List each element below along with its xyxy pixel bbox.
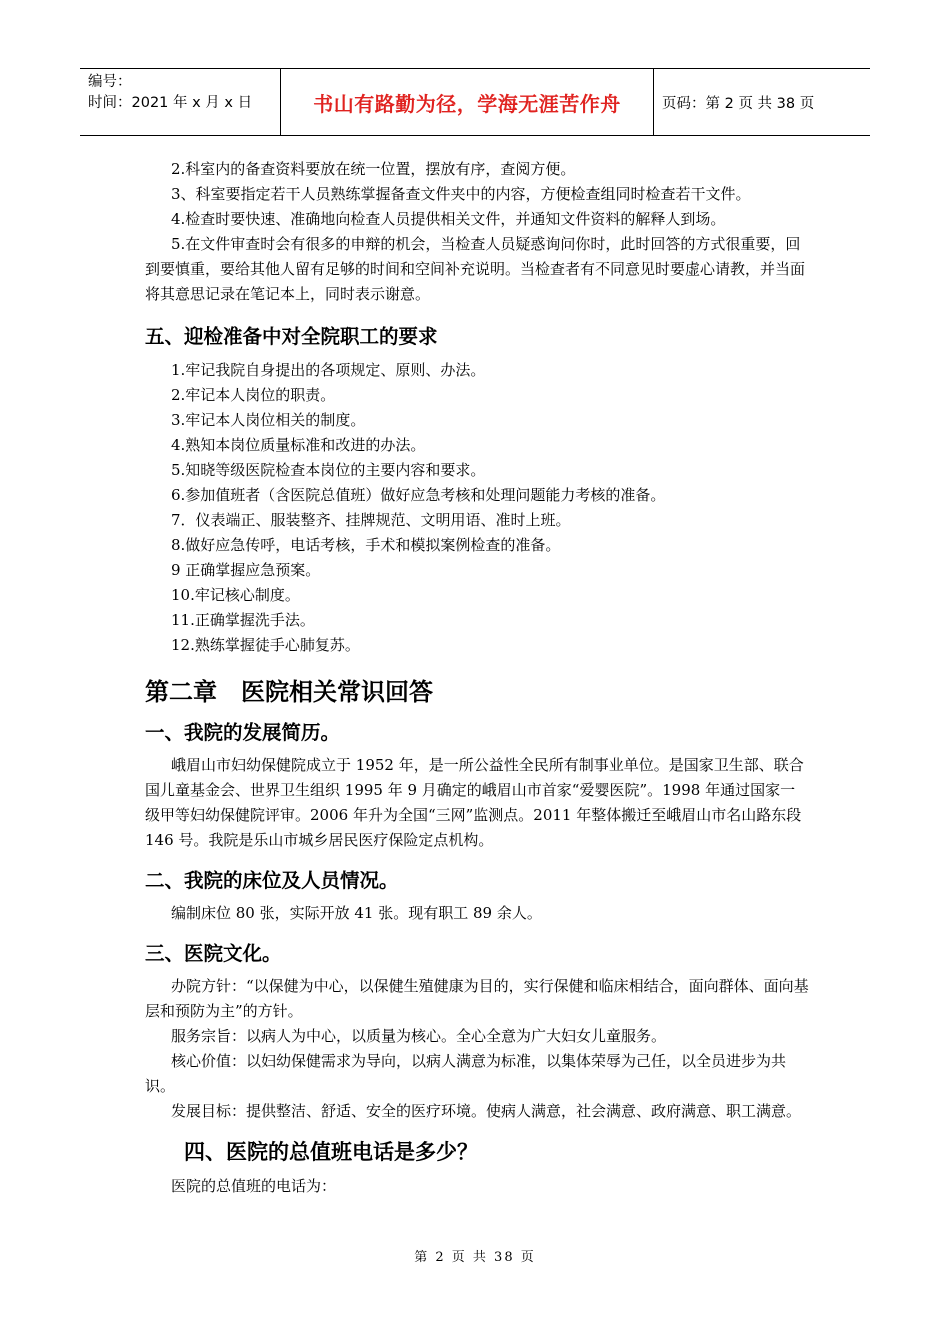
section5-item: 11.正确掌握洗手法。 [171,611,315,629]
prev-item-2: 2.科室内的备查资料要放在统一位置，摆放有序，查阅方便。 [171,160,576,178]
culture-values: 核心价值：以妇幼保健需求为导向，以病人满意为标准，以集体荣辱为己任，以全员进步为共识。 [145,1052,787,1095]
section5-item: 9 正确掌握应急预案。 [171,561,321,579]
s2-title: 二、我院的床位及人员情况。 [145,869,399,892]
s4-title: 四、医院的总值班电话是多少？ [184,1140,478,1164]
header-number-label: 编号： [88,74,132,90]
culture-goals: 发展目标：提供整洁、舒适、安全的医疗环境。使病人满意，社会满意、政府满意、职工满意。 [171,1102,802,1120]
culture-policy: 办院方针：“以保健为中心，以保健生殖健康为目的，实行保健和临床相结合，面向群体、面向基层和预防为主”的方针。 [145,977,809,1020]
chapter2-title: 第二章 医院相关常识回答 [145,678,433,706]
header-meta [80,69,281,135]
section5-item: 4.熟知本岗位质量标准和改进的办法。 [171,436,426,454]
section5-title: 五、迎检准备中对全院职工的要求 [145,325,438,348]
section5-item: 12.熟练掌握徒手心肺复苏。 [171,636,360,654]
section5-item: 8.做好应急传呼，电话考核，手术和模拟案例检查的准备。 [171,536,561,554]
s1-text: 峨眉山市妇幼保健院成立于 1952 年，是一所公益性全民所有制事业单位。是国家卫生部、联合国儿童基金会、世界卫生组织 1995 年 9 月确定的峨眉山市首家“爱婴医院”。1998 年通过国家一级甲等妇幼保健院评审。2006 年升为全国“三网”监测点。2011 年整体搬迁至峨眉山市名山路东段 146 号。我院是乐山市城乡居民医疗保险定点机构。 [145,756,804,849]
prev-item-5: 5.在文件审查时会有很多的申辩的机会，当检查人员疑惑询问你时，此时回答的方式很重要，回到要慎重，要给其他人留有足够的时间和空间补充说明。当检查者有不同意见时要虚心请教，并当面将其意思记录在笔记本上，同时表示谢意。 [145,235,806,303]
section5-item: 10.牢记核心制度。 [171,586,300,604]
header-motto: 书山有路勤为径，学海无涯苦作舟 [281,69,654,135]
header-page-info: 页码：第 2 页 共 38 页 [662,95,815,112]
s4-text: 医院的总值班的电话为： [171,1177,337,1195]
section5-item: 3.牢记本人岗位相关的制度。 [171,411,366,429]
s3-title: 三、医院文化。 [145,942,282,965]
section5-item: 1.牢记我院自身提出的各项规定、原则、办法。 [171,361,486,379]
section5-item: 5.知晓等级医院检查本岗位的主要内容和要求。 [171,461,486,479]
document-body [145,157,810,1199]
page-header [80,68,870,136]
s2-text: 编制床位 80 张，实际开放 41 张。现有职工 89 余人。 [171,904,542,922]
header-time-label: 时间：2021 年 x 月 x 日 [88,95,253,111]
culture-purpose: 服务宗旨：以病人为中心，以质量为核心。全心全意为广大妇女儿童服务。 [171,1027,667,1045]
prev-item-3: 3、科室要指定若干人员熟练掌握备查文件夹中的内容，方便检查组同时检查若干文件。 [171,185,751,203]
s1-title: 一、我院的发展简历。 [145,721,341,744]
prev-item-4: 4.检查时要快速、准确地向检查人员提供相关文件，并通知文件资料的解释人到场。 [171,210,726,228]
section5-item: 6.参加值班者（含医院总值班）做好应急考核和处理问题能力考核的准备。 [171,486,666,504]
page-footer: 第 2 页 共 38 页 [414,1250,536,1265]
section5-item: 7．仪表端正、服装整齐、挂牌规范、文明用语、准时上班。 [171,511,571,529]
section5-item: 2.牢记本人岗位的职责。 [171,386,336,404]
